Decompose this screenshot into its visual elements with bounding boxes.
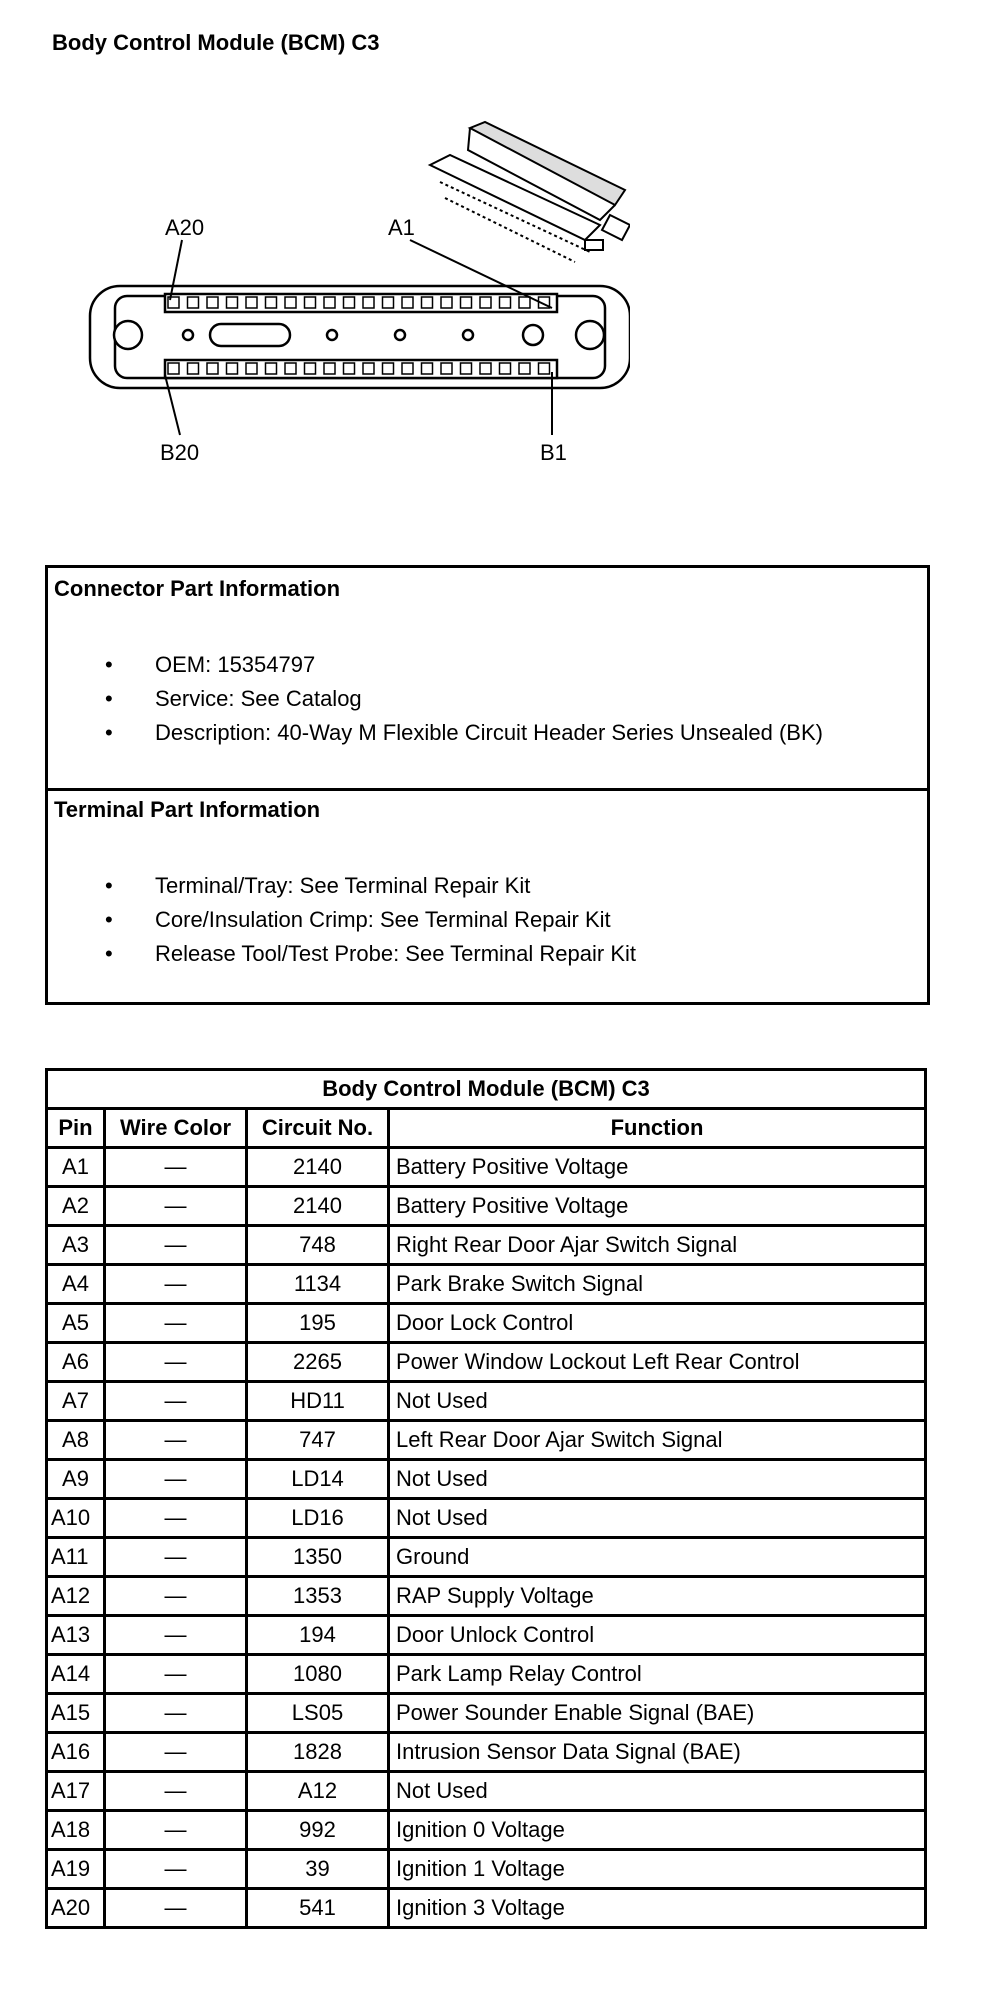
pin-square bbox=[344, 297, 355, 308]
circuit-no-cell: 195 bbox=[247, 1304, 389, 1343]
function-cell: Battery Positive Voltage bbox=[389, 1187, 926, 1226]
function-cell: Park Brake Switch Signal bbox=[389, 1265, 926, 1304]
circuit-no-cell: 1828 bbox=[247, 1733, 389, 1772]
label-a1: A1 bbox=[388, 215, 415, 240]
pin-cell: A1 bbox=[47, 1148, 105, 1187]
pin-cell: A6 bbox=[47, 1343, 105, 1382]
circuit-no-cell: 1080 bbox=[247, 1655, 389, 1694]
pin-square bbox=[363, 363, 374, 374]
wire-color-cell: — bbox=[105, 1499, 247, 1538]
pin-square bbox=[383, 363, 394, 374]
pin-square bbox=[480, 363, 491, 374]
wire-color-cell: — bbox=[105, 1811, 247, 1850]
pin-square bbox=[402, 363, 413, 374]
wire-color-cell: — bbox=[105, 1577, 247, 1616]
circuit-no-cell: 2140 bbox=[247, 1148, 389, 1187]
function-cell: Ground bbox=[389, 1538, 926, 1577]
pin-cell: A13 bbox=[47, 1616, 105, 1655]
pin-square bbox=[305, 297, 316, 308]
connector-3d-sketch bbox=[430, 122, 630, 262]
page-title: Body Control Module (BCM) C3 bbox=[52, 30, 380, 55]
pin-square bbox=[422, 297, 433, 308]
pin-cell: A12 bbox=[47, 1577, 105, 1616]
table-row bbox=[47, 1733, 926, 1772]
pin-square bbox=[461, 363, 472, 374]
wire-color-cell: — bbox=[105, 1304, 247, 1343]
function-cell: Ignition 3 Voltage bbox=[389, 1889, 926, 1928]
circuit-no-cell: LD14 bbox=[247, 1460, 389, 1499]
pin-square bbox=[227, 363, 238, 374]
terminal-info-list bbox=[48, 869, 636, 971]
wire-color-cell: — bbox=[105, 1226, 247, 1265]
wire-color-cell: — bbox=[105, 1538, 247, 1577]
header-function: Function bbox=[389, 1109, 926, 1148]
wire-color-cell: — bbox=[105, 1148, 247, 1187]
header-wire-color: Wire Color bbox=[105, 1109, 247, 1148]
function-cell: Ignition 0 Voltage bbox=[389, 1811, 926, 1850]
function-cell: Power Window Lockout Left Rear Control bbox=[389, 1343, 926, 1382]
function-cell: Intrusion Sensor Data Signal (BAE) bbox=[389, 1733, 926, 1772]
circuit-no-cell: 2140 bbox=[247, 1187, 389, 1226]
pin-cell: A8 bbox=[47, 1421, 105, 1460]
table-row bbox=[47, 1655, 926, 1694]
function-cell: Not Used bbox=[389, 1499, 926, 1538]
pin-square bbox=[402, 297, 413, 308]
pin-cell: A19 bbox=[47, 1850, 105, 1889]
pin-cell: A4 bbox=[47, 1265, 105, 1304]
table-row bbox=[47, 1889, 926, 1928]
function-cell: RAP Supply Voltage bbox=[389, 1577, 926, 1616]
pin-square bbox=[500, 363, 511, 374]
table-row bbox=[47, 1694, 926, 1733]
pin-square bbox=[500, 297, 511, 308]
table-row bbox=[47, 1499, 926, 1538]
connector-part-info bbox=[48, 568, 927, 791]
list-item: • Service: See Catalog bbox=[48, 682, 823, 716]
wire-color-cell: — bbox=[105, 1733, 247, 1772]
table-row bbox=[47, 1850, 926, 1889]
pin-square bbox=[266, 297, 277, 308]
pin-cell: A17 bbox=[47, 1772, 105, 1811]
table-row bbox=[47, 1772, 926, 1811]
circuit-no-cell: 1134 bbox=[247, 1265, 389, 1304]
wire-color-cell: — bbox=[105, 1421, 247, 1460]
pin-square bbox=[539, 363, 550, 374]
circuit-no-cell: 541 bbox=[247, 1889, 389, 1928]
circuit-no-cell: 2265 bbox=[247, 1343, 389, 1382]
pin-square bbox=[480, 297, 491, 308]
pin-square bbox=[519, 363, 530, 374]
pin-cell: A7 bbox=[47, 1382, 105, 1421]
table-row bbox=[47, 1187, 926, 1226]
circuit-no-cell: 748 bbox=[247, 1226, 389, 1265]
pin-cell: A2 bbox=[47, 1187, 105, 1226]
table-row bbox=[47, 1304, 926, 1343]
list-item: • Terminal/Tray: See Terminal Repair Kit bbox=[48, 869, 636, 903]
wire-color-cell: — bbox=[105, 1187, 247, 1226]
function-cell: Right Rear Door Ajar Switch Signal bbox=[389, 1226, 926, 1265]
list-item: • Description: 40-Way M Flexible Circuit Header Series Unsealed (BK) bbox=[48, 716, 823, 750]
pin-cell: A5 bbox=[47, 1304, 105, 1343]
label-b20: B20 bbox=[160, 440, 200, 465]
pin-cell: A10 bbox=[47, 1499, 105, 1538]
wire-color-cell: — bbox=[105, 1655, 247, 1694]
pin-square bbox=[324, 297, 335, 308]
circuit-no-cell: HD11 bbox=[247, 1382, 389, 1421]
pin-cell: A18 bbox=[47, 1811, 105, 1850]
function-cell: Not Used bbox=[389, 1772, 926, 1811]
pin-square bbox=[441, 363, 452, 374]
pin-square bbox=[207, 363, 218, 374]
pin-square bbox=[168, 363, 179, 374]
wire-color-cell: — bbox=[105, 1265, 247, 1304]
pin-square bbox=[188, 297, 199, 308]
pin-square bbox=[344, 363, 355, 374]
header-pin: Pin bbox=[47, 1109, 105, 1148]
table-row bbox=[47, 1538, 926, 1577]
pin-square bbox=[246, 297, 257, 308]
circuit-no-cell: LS05 bbox=[247, 1694, 389, 1733]
pin-square bbox=[422, 363, 433, 374]
table-row bbox=[47, 1148, 926, 1187]
circuit-no-cell: 194 bbox=[247, 1616, 389, 1655]
pin-square bbox=[441, 297, 452, 308]
part-info-box bbox=[45, 565, 930, 1005]
wire-color-cell: — bbox=[105, 1616, 247, 1655]
pin-square bbox=[266, 363, 277, 374]
list-item: • Release Tool/Test Probe: See Terminal Repair Kit bbox=[48, 937, 636, 971]
table-row bbox=[47, 1382, 926, 1421]
circuit-no-cell: 1353 bbox=[247, 1577, 389, 1616]
function-cell: Park Lamp Relay Control bbox=[389, 1655, 926, 1694]
circuit-no-cell: 747 bbox=[247, 1421, 389, 1460]
wire-color-cell: — bbox=[105, 1382, 247, 1421]
connector-info-list bbox=[48, 648, 823, 750]
circuit-no-cell: A12 bbox=[247, 1772, 389, 1811]
circuit-no-cell: LD16 bbox=[247, 1499, 389, 1538]
terminal-part-info bbox=[48, 789, 927, 1005]
header-circuit-no: Circuit No. bbox=[247, 1109, 389, 1148]
pin-cell: A20 bbox=[47, 1889, 105, 1928]
wire-color-cell: — bbox=[105, 1694, 247, 1733]
table-row bbox=[47, 1265, 926, 1304]
pin-square bbox=[227, 297, 238, 308]
wire-color-cell: — bbox=[105, 1460, 247, 1499]
pin-square bbox=[324, 363, 335, 374]
pin-square bbox=[285, 297, 296, 308]
circuit-no-cell: 992 bbox=[247, 1811, 389, 1850]
wire-color-cell: — bbox=[105, 1850, 247, 1889]
pin-table bbox=[45, 1068, 927, 1929]
function-cell: Door Unlock Control bbox=[389, 1616, 926, 1655]
list-item: • OEM: 15354797 bbox=[48, 648, 823, 682]
table-row bbox=[47, 1343, 926, 1382]
label-a20: A20 bbox=[165, 215, 205, 240]
wire-color-cell: — bbox=[105, 1889, 247, 1928]
pin-square bbox=[207, 297, 218, 308]
pin-cell: A3 bbox=[47, 1226, 105, 1265]
wire-color-cell: — bbox=[105, 1343, 247, 1382]
list-item: • Core/Insulation Crimp: See Terminal Repair Kit bbox=[48, 903, 636, 937]
table-row bbox=[47, 1577, 926, 1616]
function-cell: Door Lock Control bbox=[389, 1304, 926, 1343]
table-row bbox=[47, 1226, 926, 1265]
function-cell: Power Sounder Enable Signal (BAE) bbox=[389, 1694, 926, 1733]
pin-square bbox=[305, 363, 316, 374]
table-row bbox=[47, 1460, 926, 1499]
pin-square bbox=[285, 363, 296, 374]
table-row bbox=[47, 1811, 926, 1850]
pin-square bbox=[383, 297, 394, 308]
pin-cell: A9 bbox=[47, 1460, 105, 1499]
pin-cell: A15 bbox=[47, 1694, 105, 1733]
pin-square bbox=[246, 363, 257, 374]
pin-square bbox=[188, 363, 199, 374]
pin-cell: A14 bbox=[47, 1655, 105, 1694]
circuit-no-cell: 39 bbox=[247, 1850, 389, 1889]
pin-square bbox=[519, 297, 530, 308]
pin-cell: A11 bbox=[47, 1538, 105, 1577]
pin-square bbox=[461, 297, 472, 308]
function-cell: Left Rear Door Ajar Switch Signal bbox=[389, 1421, 926, 1460]
label-b1: B1 bbox=[540, 440, 567, 465]
function-cell: Ignition 1 Voltage bbox=[389, 1850, 926, 1889]
connector-diagram bbox=[70, 110, 630, 470]
function-cell: Battery Positive Voltage bbox=[389, 1148, 926, 1187]
wire-color-cell: — bbox=[105, 1772, 247, 1811]
circuit-no-cell: 1350 bbox=[247, 1538, 389, 1577]
connector-info-heading: Connector Part Information bbox=[54, 576, 341, 601]
function-cell: Not Used bbox=[389, 1382, 926, 1421]
table-title: Body Control Module (BCM) C3 bbox=[47, 1070, 926, 1109]
table-row bbox=[47, 1616, 926, 1655]
pin-cell: A16 bbox=[47, 1733, 105, 1772]
pin-square bbox=[363, 297, 374, 308]
function-cell: Not Used bbox=[389, 1460, 926, 1499]
terminal-info-heading: Terminal Part Information bbox=[54, 797, 321, 822]
table-row bbox=[47, 1421, 926, 1460]
